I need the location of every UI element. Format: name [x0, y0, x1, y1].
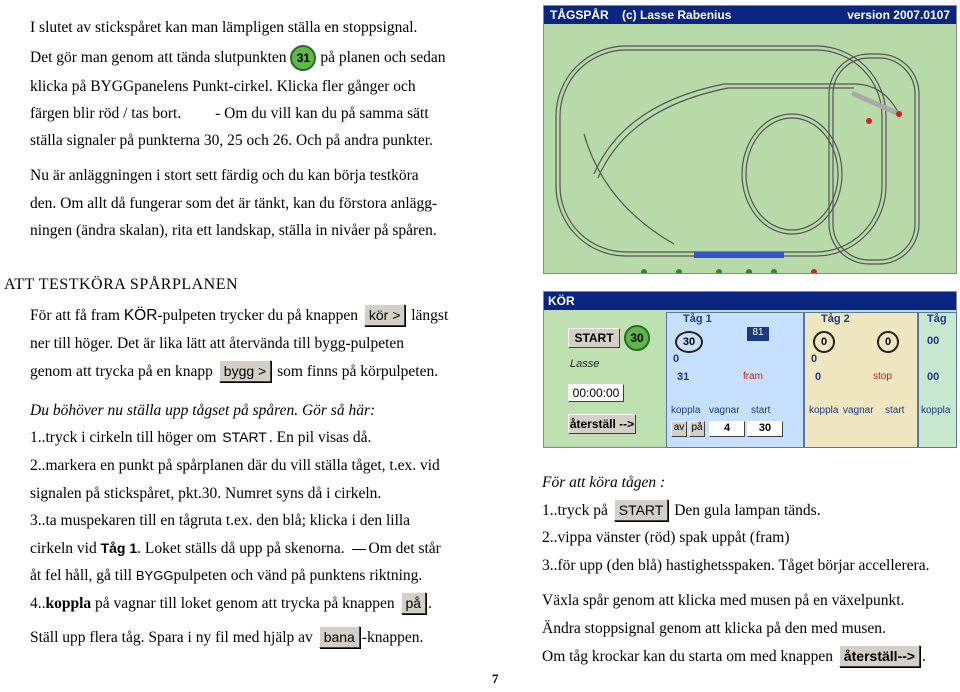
train-1-speed: 31	[677, 371, 690, 383]
train-1-koppla-label: koppla	[671, 405, 701, 416]
train-3-koppla-label: koppla	[921, 405, 951, 416]
text: cirkeln vid	[30, 540, 97, 557]
text: som finns på körpulpeten.	[277, 363, 439, 380]
step-4	[30, 590, 432, 617]
para-save	[30, 624, 423, 651]
tag1-word: Tåg 1	[100, 540, 138, 556]
track-plan-titlebar	[544, 6, 956, 24]
text: 4..	[30, 595, 46, 612]
track-plan-window	[543, 5, 957, 274]
para-signal-line3: klicka på BYGGpanelens Punkt-cirkel. Klicka fler gånger och	[30, 78, 416, 95]
train-1-name: Tåg 1	[683, 313, 712, 325]
text: längst	[411, 307, 449, 324]
train-cars	[694, 252, 784, 258]
text: pulpeten och vänd på punktens riktning.	[173, 567, 423, 584]
point-green[interactable]	[641, 269, 647, 273]
point-red[interactable]	[811, 269, 817, 273]
text: .	[922, 648, 926, 665]
train-3-panel	[918, 312, 957, 448]
right-switch: Växla spår genom att klicka med musen på en växelpunkt.	[542, 592, 905, 609]
diagonal-track-a	[594, 84, 854, 174]
point-circle-31: 31	[290, 45, 316, 71]
train-1-point[interactable]: 30	[675, 331, 703, 353]
step-2-cont: signalen på stickspåret, pkt.30. Numret syns då i cirkeln.	[30, 485, 382, 502]
para-signal-line5: ställa signaler på punkterna 30, 25 och 26. Och på andra punkter.	[30, 132, 433, 149]
text: Om det står	[368, 540, 441, 557]
right-step-1	[542, 497, 821, 524]
bana-button[interactable]: bana	[319, 626, 360, 648]
right-step-2: 2..vippa vänster (röd) spak uppåt (fram)	[542, 529, 790, 546]
clock: 00:00:00	[568, 384, 624, 402]
kor-start-button[interactable]: START	[568, 328, 620, 348]
text: Det gör man genom att tända slutpunkten	[30, 49, 287, 66]
text: . Loket ställs då upp på skenorna.	[137, 540, 345, 557]
train-2-vagnar-label: vagnar	[843, 405, 874, 416]
train-2-name: Tåg 2	[821, 313, 850, 325]
point-green[interactable]	[746, 269, 752, 273]
right-loop-a	[829, 54, 919, 264]
title-version: version 2007.0107	[847, 8, 950, 22]
text: För att få fram	[30, 307, 120, 324]
train-3-name: Tåg	[927, 313, 947, 325]
start-point-circle[interactable]: 30	[624, 325, 650, 351]
point-red[interactable]	[896, 111, 902, 117]
para-kor-line3	[30, 358, 438, 385]
train-2-zero: 0	[811, 353, 818, 365]
train-1-vagnar-field[interactable]: 4	[709, 421, 745, 437]
inner-loop-a	[742, 114, 842, 234]
kor-panel	[543, 291, 957, 448]
text: på planen och sedan	[320, 49, 446, 66]
train[interactable]	[694, 252, 784, 258]
train-1-av-button[interactable]: av	[671, 421, 687, 437]
title-app: TÅGSPÅR	[550, 8, 609, 22]
text: 1..tryck på	[542, 502, 608, 519]
text: 1..tryck i cirkeln till höger om	[30, 429, 217, 446]
point-green[interactable]	[771, 269, 777, 273]
train-1-signal: fram	[743, 371, 763, 382]
title-copyright: (c) Lasse Rabenius	[622, 8, 732, 22]
step-1	[30, 424, 371, 451]
train-3-speed: 00	[927, 371, 940, 383]
dash-line	[352, 549, 366, 550]
bygg-button[interactable]: bygg >	[219, 360, 271, 382]
train-1-pa-button[interactable]: på	[689, 421, 705, 437]
para-signal-line2	[30, 44, 446, 71]
text: -pulpeten trycker du på knappen	[157, 307, 358, 324]
text: -knappen.	[361, 629, 424, 646]
para-testrun-line1: Nu är anläggningen i stort sett färdig och du kan börja testköra	[30, 167, 419, 184]
text: . En pil visas då.	[268, 429, 372, 446]
para-kor-line2: ner till höger. Det är lika lätt att återvända till bygg-pulpeten	[30, 335, 405, 352]
track-layout[interactable]	[544, 24, 956, 273]
train-2-panel	[804, 312, 918, 448]
para-kor-line1	[30, 302, 448, 329]
text: - Om du vill kan du på samma sätt	[215, 105, 429, 122]
train-2-koppla-label: koppla	[809, 405, 839, 416]
train-1-panel	[666, 312, 804, 448]
train-2-speed: 0	[815, 371, 822, 383]
text: på vagnar till loket genom att trycka på knappen	[95, 595, 395, 612]
bygg-word: BYGG	[135, 568, 174, 583]
inner-loop-b	[746, 118, 838, 230]
right-step-3: 3..för upp (den blå) hastighetsspaken. Tåget börjar accellerera.	[542, 557, 930, 574]
aterstall-button[interactable]: återställ-->	[839, 645, 920, 667]
text: färgen blir röd / tas bort.	[30, 105, 182, 122]
koppla-word: koppla	[45, 595, 92, 612]
user-name: Lasse	[570, 358, 600, 370]
diagonal-track-b	[598, 88, 854, 178]
kor-word: KÖR	[123, 307, 158, 324]
train-1-start-label: start	[751, 405, 771, 416]
text: Om tåg krockar kan du starta om med knappen	[542, 648, 833, 665]
steps-intro: Du böhöver nu ställa upp tågset på spåren. Gör så här:	[30, 402, 376, 419]
right-stopsignal: Ändra stoppsignal genom att klicka på den med musen.	[542, 620, 886, 637]
para-signal-line1: I slutet av stickspåret kan man lämpligen ställa en stoppsignal.	[30, 19, 418, 36]
point-red[interactable]	[866, 118, 872, 124]
train-1-zero: 0	[673, 353, 680, 365]
step-3: 3..ta muspekaren till en tågruta t.ex. den blå; klicka i den lilla	[30, 512, 411, 529]
para-signal-line4	[30, 100, 429, 127]
text: genom att trycka på en knapp	[30, 363, 213, 380]
train-2-point[interactable]: 0	[813, 331, 835, 353]
step-2: 2..markera en punkt på spårplanen där du vill ställa tåget, t.ex. vid	[30, 457, 440, 474]
train-3-point: 00	[927, 335, 940, 347]
start-button[interactable]: START	[614, 499, 669, 521]
train-1-vagnar-label: vagnar	[709, 405, 740, 416]
text: åt fel håll, gå till	[30, 567, 133, 584]
curve-track	[584, 134, 674, 244]
point-green[interactable]	[676, 269, 682, 273]
kor-reset-button[interactable]: återställ -->	[568, 414, 636, 434]
kor-titlebar: KÖR	[544, 292, 956, 310]
train-2-signal: stop	[873, 371, 892, 382]
text: Ställ upp flera tåg. Spara i ny fil med hjälp av	[30, 629, 313, 646]
section-heading: ATT TESTKÖRA SPÅRPLANEN	[4, 276, 239, 293]
para-testrun-line2: den. Om allt då fungerar som det är tänkt, kan du förstora anlägg-	[30, 195, 438, 212]
start-word: START	[222, 429, 267, 445]
point-green[interactable]	[716, 269, 722, 273]
text: .	[428, 595, 432, 612]
train-1-start-field[interactable]: 30	[747, 421, 783, 437]
text: Den gula lampan tänds.	[674, 502, 821, 519]
right-heading: För att köra tågen :	[542, 474, 666, 491]
step-3-cont	[30, 535, 441, 562]
kor-button[interactable]: kör >	[364, 304, 406, 326]
page-number: 7	[492, 671, 499, 686]
pa-button[interactable]: på	[401, 592, 427, 614]
para-testrun-line3: ningen (ändra skalan), rita ett landskap, ställa in nivåer på spåren.	[30, 222, 437, 239]
train-1-counter: 81	[747, 327, 769, 341]
right-reset	[542, 643, 926, 670]
train-2-start-label: start	[885, 405, 905, 416]
train-2-counter: 0	[877, 331, 899, 353]
step-3-cont2	[30, 562, 422, 589]
